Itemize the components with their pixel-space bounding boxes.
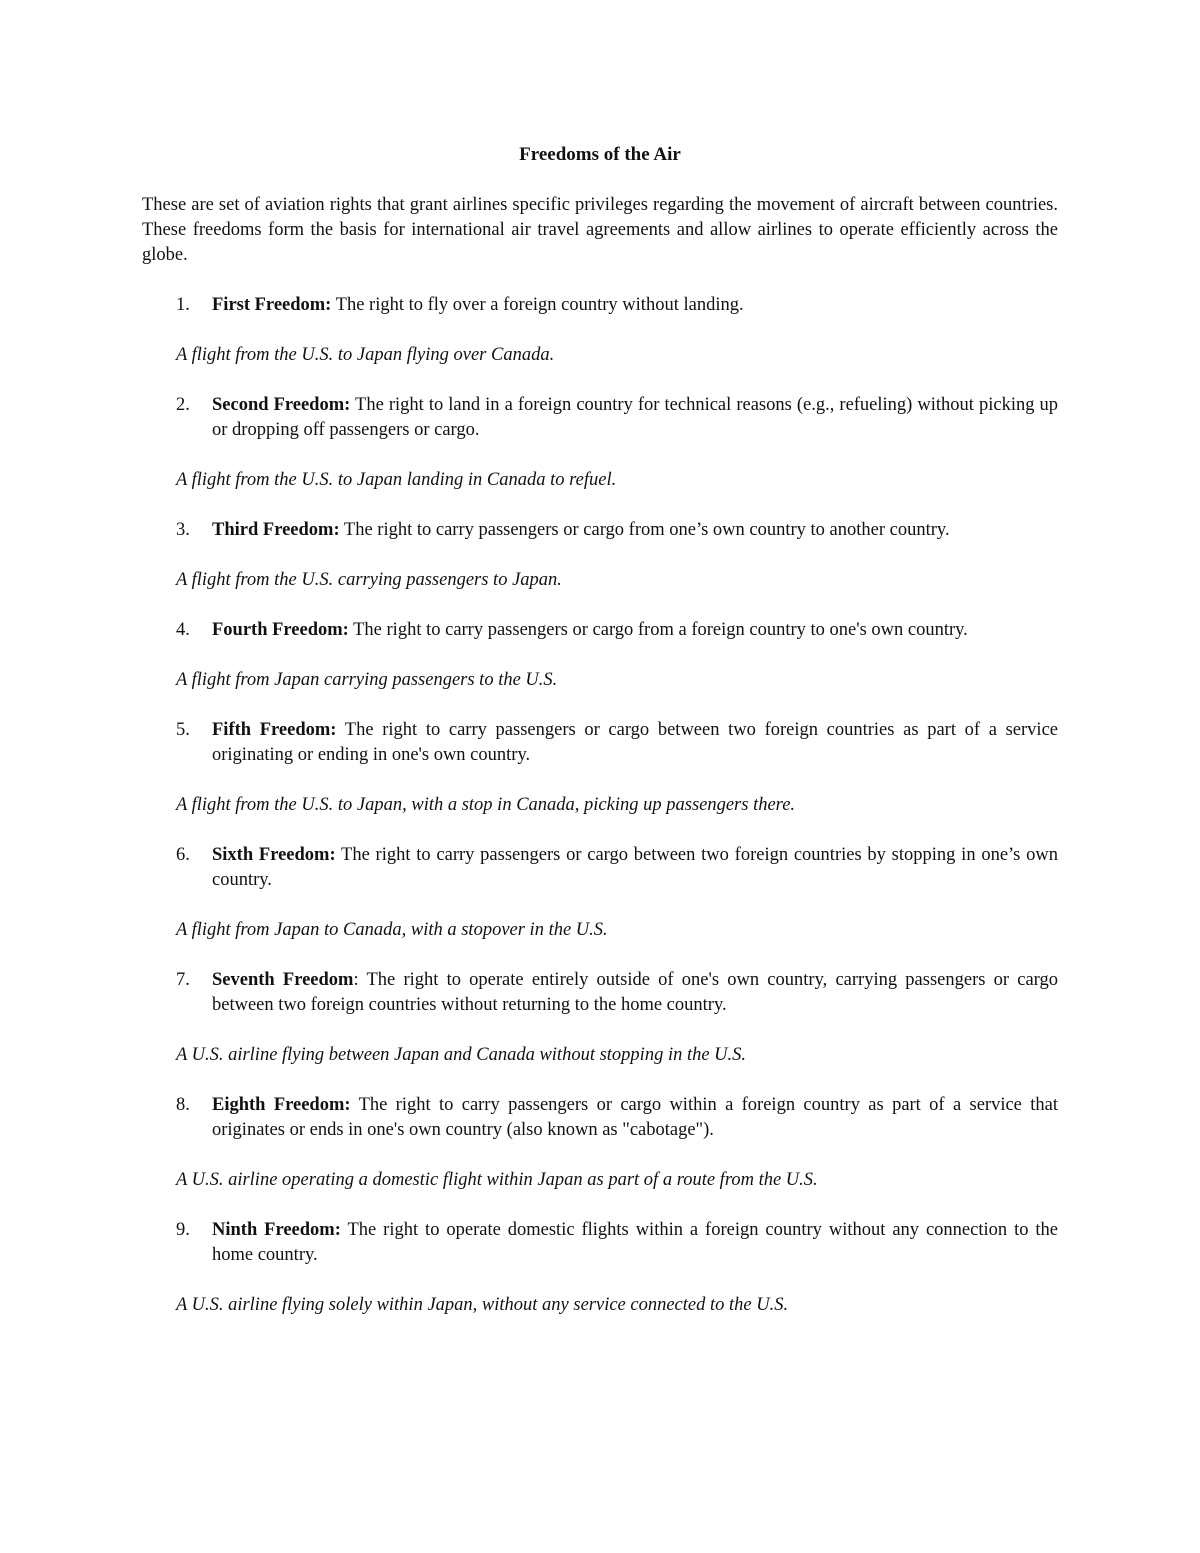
freedom-definition: The right to carry passengers or cargo within a foreign country as part of a service that originates or ends in one's own country (also known as "cabotage").	[212, 1095, 1058, 1140]
freedom-definition: The right to carry passengers or cargo from one’s own country to another country.	[339, 520, 950, 540]
freedom-definition: : The right to operate entirely outside of one's own country, carrying passengers or cargo between two foreign countries without returning to the home country.	[212, 970, 1059, 1015]
list-number: 3.	[176, 520, 190, 540]
list-number: 8.	[176, 1095, 190, 1115]
freedom-example-7: A U.S. airline flying between Japan and Canada without stopping in the U.S.	[176, 1045, 747, 1065]
list-number: 6.	[176, 845, 190, 865]
freedom-example-2: A flight from the U.S. to Japan landing in Canada to refuel.	[176, 470, 617, 490]
freedom-item-4	[142, 618, 1058, 643]
freedom-term: Second Freedom:	[212, 395, 351, 415]
freedom-item-1	[142, 293, 1058, 318]
freedom-item-7	[142, 968, 1058, 1018]
freedom-definition: The right to fly over a foreign country without landing.	[331, 295, 744, 315]
freedom-term: First Freedom:	[212, 295, 332, 315]
freedom-list	[142, 293, 1058, 1318]
freedom-term: Seventh Freedom	[212, 970, 354, 990]
document-page	[142, 141, 1058, 1343]
freedom-item-2	[142, 393, 1058, 443]
freedom-definition: The right to operate domestic flights within a foreign country without any connection to the home country.	[212, 1220, 1058, 1265]
freedom-term: Eighth Freedom:	[212, 1095, 351, 1115]
freedom-example-5: A flight from the U.S. to Japan, with a stop in Canada, picking up passengers there.	[176, 795, 796, 815]
list-number: 1.	[176, 295, 190, 315]
list-number: 7.	[176, 970, 190, 990]
document-title: Freedoms of the Air	[519, 144, 681, 165]
list-number: 4.	[176, 620, 190, 640]
freedom-example-9: A U.S. airline flying solely within Japan, without any service connected to the U.S.	[176, 1295, 789, 1315]
freedom-item-8	[142, 1093, 1058, 1143]
freedom-example-8: A U.S. airline operating a domestic flight within Japan as part of a route from the U.S.	[176, 1170, 818, 1190]
list-number: 9.	[176, 1220, 190, 1240]
freedom-definition: The right to carry passengers or cargo between two foreign countries by stopping in one’s own country.	[212, 845, 1059, 890]
freedom-term: Third Freedom:	[212, 520, 340, 540]
freedom-definition: The right to carry passengers or cargo between two foreign countries as part of a service originating or ending in one's own country.	[212, 720, 1058, 765]
freedom-definition: The right to carry passengers or cargo from a foreign country to one's own country.	[348, 620, 968, 640]
freedom-item-6	[142, 843, 1058, 893]
freedom-example-3: A flight from the U.S. carrying passengers to Japan.	[176, 570, 562, 590]
freedom-term: Fifth Freedom:	[212, 720, 337, 740]
freedom-example-4: A flight from Japan carrying passengers to the U.S.	[176, 670, 558, 690]
list-number: 2.	[176, 395, 190, 415]
freedom-example-1: A flight from the U.S. to Japan flying over Canada.	[176, 345, 555, 365]
list-number: 5.	[176, 720, 190, 740]
freedom-definition: The right to land in a foreign country for technical reasons (e.g., refueling) without picking up or dropping off passengers or cargo.	[212, 395, 1059, 440]
freedom-term: Fourth Freedom:	[212, 620, 349, 640]
freedom-example-6: A flight from Japan to Canada, with a stopover in the U.S.	[176, 920, 608, 940]
freedom-item-9	[142, 1218, 1058, 1268]
intro-paragraph: These are set of aviation rights that grant airlines specific privileges regarding the movement of aircraft between countries. These freedoms form the basis for international air travel agreements and allow airlines to operate efficiently across the globe.	[142, 195, 1058, 265]
freedom-term: Ninth Freedom:	[212, 1220, 341, 1240]
freedom-item-5	[142, 718, 1058, 768]
freedom-item-3	[142, 518, 1058, 543]
freedom-term: Sixth Freedom:	[212, 845, 336, 865]
